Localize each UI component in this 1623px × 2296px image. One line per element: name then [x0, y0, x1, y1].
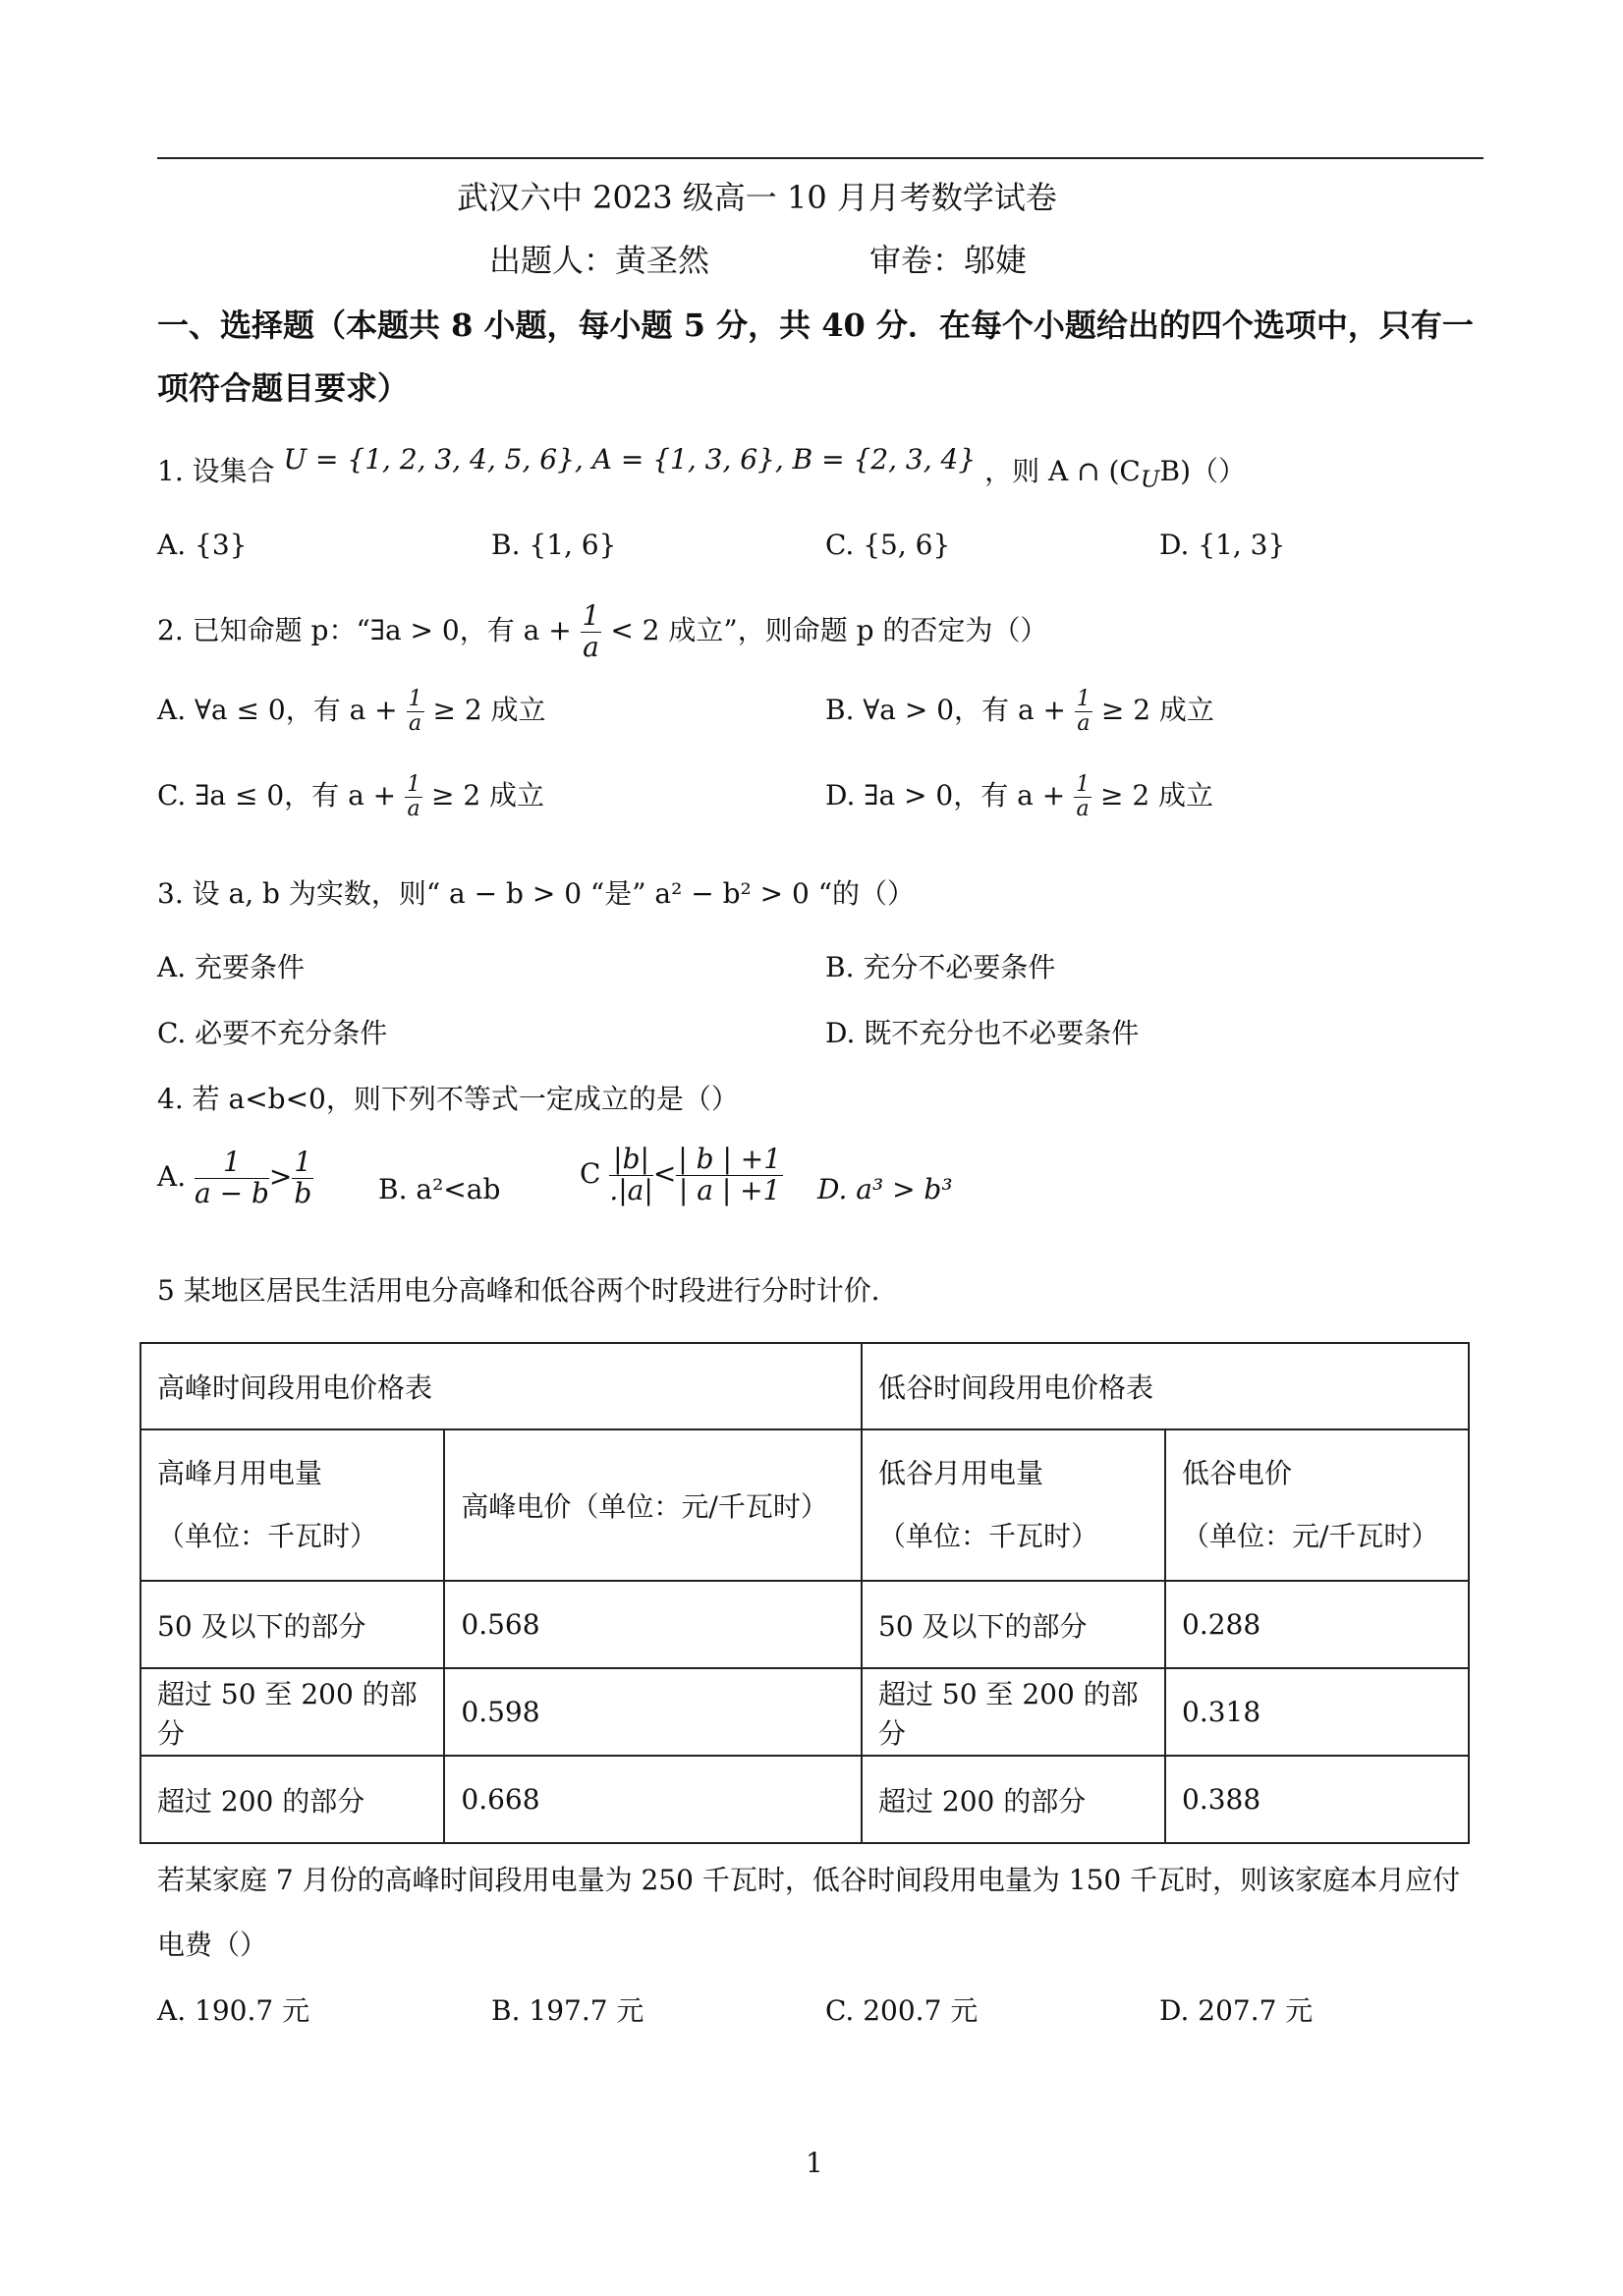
col-peak-usage-b: （单位：千瓦时）	[157, 1520, 378, 1552]
table-column-row	[140, 1429, 1469, 1581]
table-cell: 超过 200 的部分	[862, 1756, 1165, 1843]
valley-header: 低谷时间段用电价格表	[862, 1343, 1469, 1429]
q2-option-b	[825, 688, 1214, 736]
col-valley-usage-a: 低谷月用电量	[878, 1457, 1044, 1489]
q1-prefix: 1. 设集合	[157, 455, 275, 487]
col-peak-price: 高峰电价（单位：元/千瓦时）	[444, 1429, 862, 1581]
table-cell: 超过 50 至 200 的部分	[140, 1668, 444, 1756]
q1-option-c: C. {5, 6}	[825, 529, 951, 561]
q4-option-b: B. a²<ab	[378, 1173, 501, 1205]
table-cell: 0.568	[444, 1581, 862, 1668]
table-cell: 0.668	[444, 1756, 862, 1843]
table-cell: 超过 200 的部分	[140, 1756, 444, 1843]
col-peak-usage	[140, 1429, 444, 1581]
q1-option-d: D. {1, 3}	[1159, 529, 1286, 561]
q4-option-d: D. a³ > b³	[817, 1173, 953, 1205]
top-rule	[157, 157, 1483, 159]
q2-option-d-frac: $\frac{1}{a}$	[1076, 772, 1091, 822]
q2-option-a-post: ≥ 2 成立	[432, 694, 546, 727]
section-heading-line2: 项符合题目要求）	[157, 369, 410, 407]
q4-a-num1: 1	[195, 1148, 269, 1179]
col-peak-usage-a: 高峰月用电量	[157, 1457, 323, 1489]
q2-option-c-pre: C. ∃a ≤ 0，有 a +	[157, 779, 397, 812]
table-row	[140, 1756, 1469, 1843]
table-cell: 0.318	[1165, 1668, 1469, 1756]
q2-option-a	[157, 688, 546, 736]
table-cell: 超过 50 至 200 的部分	[862, 1668, 1165, 1756]
q4-a-rel: >	[268, 1159, 293, 1193]
q4-c-rel: <	[652, 1156, 677, 1190]
exam-title: 武汉六中 2023 级高一 10 月月考数学试卷	[457, 179, 1057, 216]
q4-a-den2: b	[294, 1176, 312, 1209]
q2-option-c	[157, 773, 544, 821]
q4-c-num1: |b|	[609, 1145, 652, 1176]
table-row	[140, 1668, 1469, 1756]
q4-c-den1: .|a|	[609, 1173, 653, 1206]
question-1	[157, 443, 1247, 493]
q1-option-b: B. {1, 6}	[491, 529, 617, 561]
question-2	[157, 601, 1047, 663]
q4-option-c-frac1	[609, 1145, 652, 1206]
q4-a-num2: 1	[294, 1146, 312, 1178]
q2-option-d-post: ≥ 2 成立	[1099, 779, 1214, 812]
q2-frac-num: 1	[582, 599, 600, 632]
question-5-line1: 若某家庭 7 月份的高峰时间段用电量为 250 千瓦时，低谷时间段用电量为 150 千瓦时，则该家庭本月应付	[157, 1864, 1461, 1896]
q2-option-c-post: ≥ 2 成立	[430, 779, 545, 812]
peak-header: 高峰时间段用电价格表	[140, 1343, 862, 1429]
author-line: 出题人：黄圣然	[489, 242, 710, 279]
q2-prefix: 2. 已知命题 p：“∃a > 0，有 a +	[157, 613, 572, 646]
q2-option-b-pre: B. ∀a > 0，有 a +	[825, 694, 1067, 727]
q4-option-a	[157, 1148, 313, 1209]
question-5-line2: 电费（）	[157, 1929, 268, 1961]
table-cell: 0.288	[1165, 1581, 1469, 1668]
table-cell: 0.388	[1165, 1756, 1469, 1843]
question-3: 3. 设 a, b 为实数，则“ a − b > 0 “是” a² − b² > 0 “的（）	[157, 877, 916, 910]
q4-option-c	[580, 1145, 783, 1206]
electricity-price-table	[140, 1342, 1470, 1844]
reviewer-line: 审卷：邬婕	[869, 242, 1028, 279]
q4-option-c-label: C	[580, 1156, 601, 1190]
q5-option-b: B. 197.7 元	[491, 1994, 644, 2027]
col-valley-usage-b: （单位：千瓦时）	[878, 1520, 1099, 1552]
q2-option-c-frac: $\frac{1}{a}$	[407, 772, 421, 822]
col-valley-usage	[862, 1429, 1165, 1581]
q5-option-a: A. 190.7 元	[157, 1994, 310, 2027]
q1-suffix: ，则 A ∩ (C	[984, 455, 1141, 487]
q1-suffix2: B)（）	[1159, 455, 1247, 487]
q2-option-a-frac: $\frac{1}{a}$	[408, 687, 422, 737]
col-valley-price-b: （单位：元/千瓦时）	[1182, 1520, 1439, 1552]
q5-option-c: C. 200.7 元	[825, 1994, 979, 2027]
section-heading-line1: 一、选择题（本题共 8 小题，每小题 5 分，共 40 分．在每个小题给出的四个选项中，只有一	[157, 307, 1474, 344]
q1-sub: U	[1140, 465, 1160, 493]
q5-option-d: D. 207.7 元	[1159, 1994, 1314, 2027]
q4-option-a-label: A.	[157, 1159, 187, 1193]
q2-frac-den: a	[583, 630, 599, 663]
q3-option-d: D. 既不充分也不必要条件	[825, 1017, 1140, 1049]
q4-a-den1: a − b	[195, 1176, 269, 1209]
q4-option-c-frac2	[676, 1145, 783, 1206]
q3-option-a: A. 充要条件	[157, 951, 306, 983]
q2-option-b-post: ≥ 2 成立	[1100, 694, 1214, 727]
q4-c-den2: | a | +1	[678, 1173, 781, 1206]
q4-c-num2: | b | +1	[678, 1143, 782, 1175]
question-5-intro: 5 某地区居民生活用电分高峰和低谷两个时段进行分时计价．	[157, 1274, 899, 1307]
q1-option-a: A. {3}	[157, 529, 248, 561]
col-valley-price-a: 低谷电价	[1182, 1457, 1293, 1489]
table-cell: 0.598	[444, 1668, 862, 1756]
q4-option-a-frac2	[292, 1148, 313, 1209]
q2-option-a-pre: A. ∀a ≤ 0，有 a +	[157, 694, 398, 727]
q2-option-d-pre: D. ∃a > 0，有 a +	[825, 779, 1066, 812]
q2-option-b-frac: $\frac{1}{a}$	[1076, 687, 1091, 737]
table-row	[140, 1581, 1469, 1668]
q2-suffix: < 2 成立”，则命题 p 的否定为（）	[610, 613, 1048, 646]
col-valley-price	[1165, 1429, 1469, 1581]
table-cell: 50 及以下的部分	[140, 1581, 444, 1668]
page-number: 1	[806, 2147, 823, 2179]
question-4: 4. 若 a<b<0，则下列不等式一定成立的是（）	[157, 1083, 739, 1115]
q3-option-b: B. 充分不必要条件	[825, 951, 1056, 983]
table-cell: 50 及以下的部分	[862, 1581, 1165, 1668]
q4-option-a-frac1	[195, 1148, 269, 1209]
q1-sets: U = {1, 2, 3, 4, 5, 6}, A = {1, 3, 6}, B = {2, 3, 4}	[283, 443, 977, 476]
q2-option-d	[825, 773, 1213, 821]
table-header-row	[140, 1343, 1469, 1429]
q3-option-c: C. 必要不充分条件	[157, 1017, 388, 1049]
q2-fraction	[581, 601, 602, 663]
